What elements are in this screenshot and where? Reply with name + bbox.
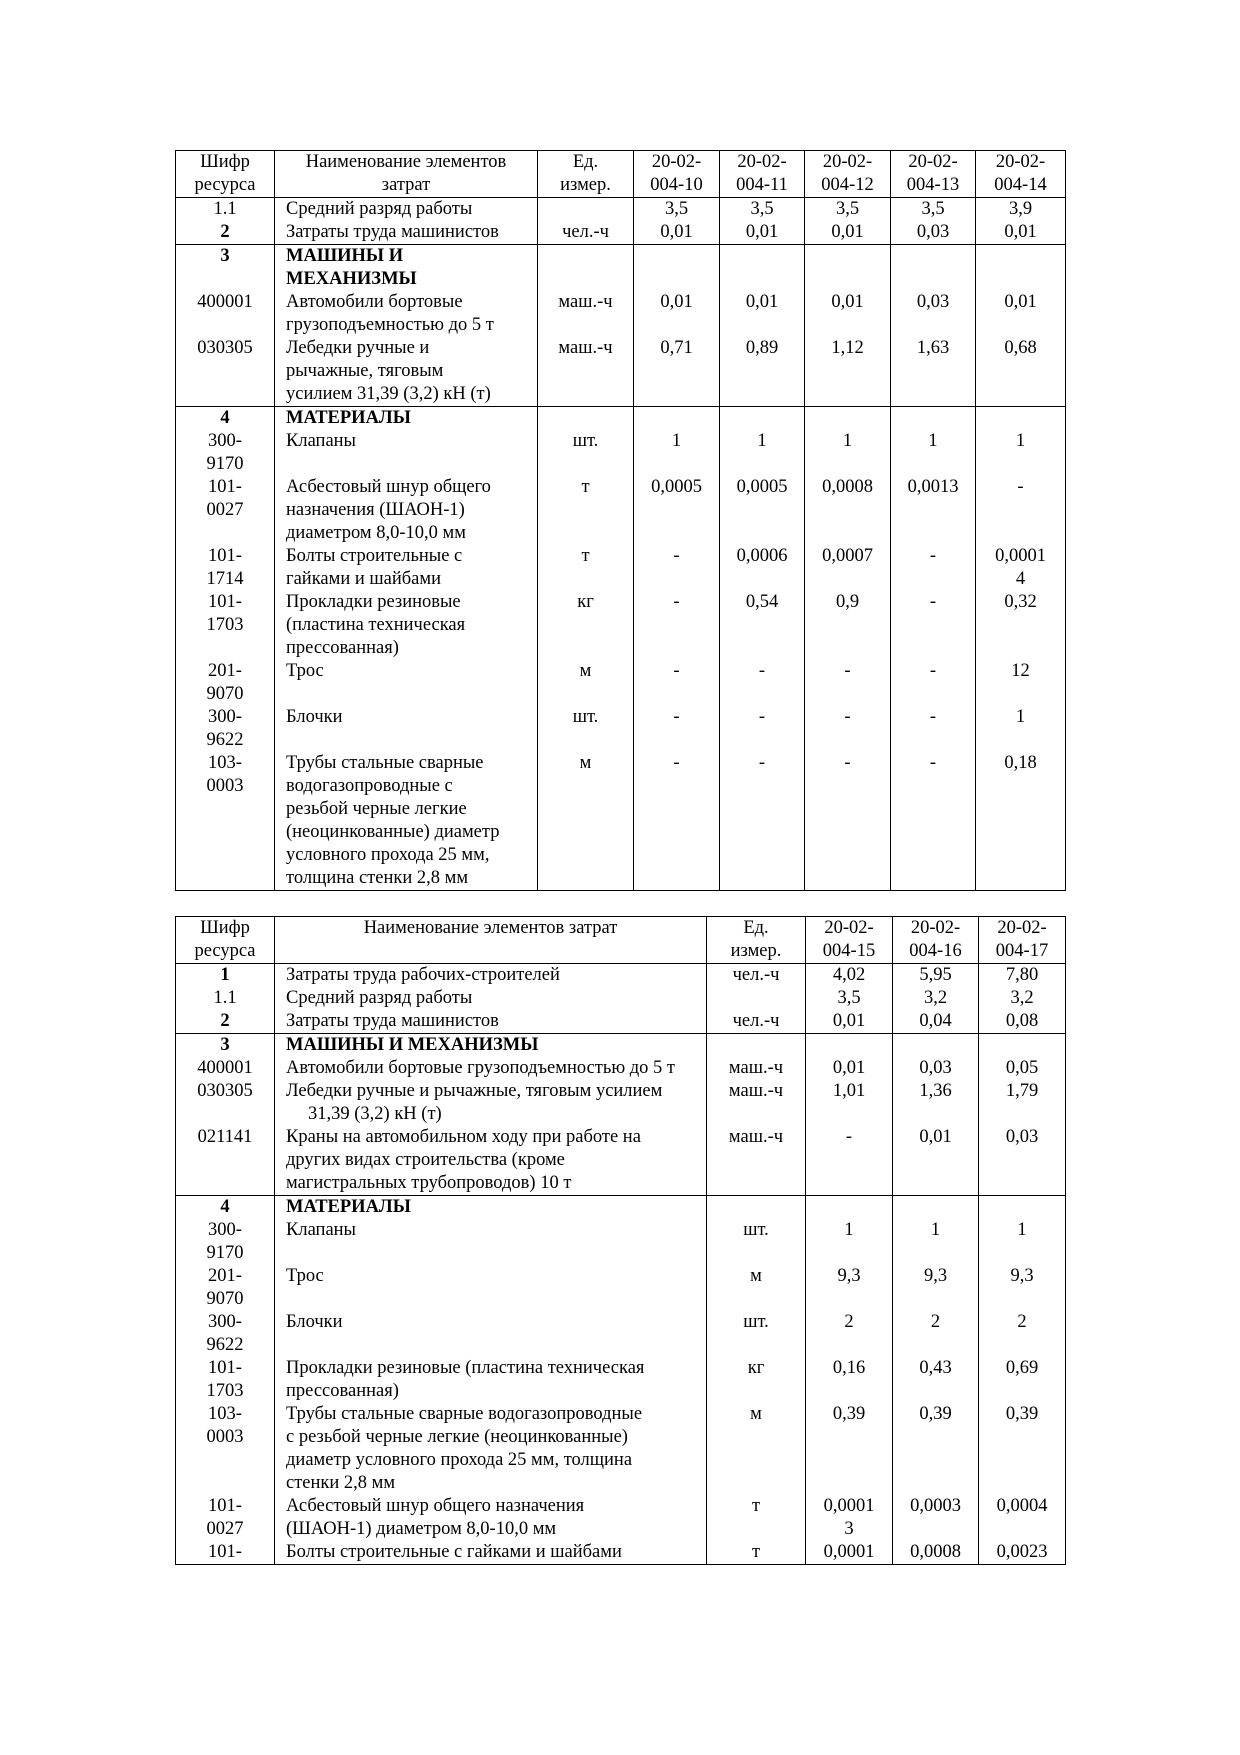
resource-code: 101- 1703	[176, 591, 275, 660]
norm-value: 3,5	[806, 987, 893, 1010]
norm-value: 0,01	[976, 291, 1066, 337]
section-code: 3	[176, 1034, 275, 1058]
norm-value: 1,63	[891, 337, 976, 407]
resource-name: Клапаны	[275, 1219, 707, 1265]
resource-name: Автомобили бортовые грузоподъемностью до 5 т	[275, 1057, 707, 1080]
resource-name: Трубы стальные сварные водогазопроводные с резьбой черные легкие (неоцинкованные) диаметр условного прохода 25 мм, толщина стенки 2,8 мм	[275, 752, 538, 891]
resource-code: 400001	[176, 1057, 275, 1080]
table-row	[176, 198, 1066, 222]
table-row	[176, 1495, 1066, 1541]
norm-value	[893, 1196, 979, 1220]
resource-unit	[538, 407, 634, 431]
norm-value: 0,0001 3	[806, 1495, 893, 1541]
norm-value	[976, 407, 1066, 431]
header-norm: 20-02- 004-15	[806, 917, 893, 964]
table-row	[176, 706, 1066, 752]
section-title: МАТЕРИАЛЫ	[275, 1196, 707, 1220]
norm-value: 3,2	[893, 987, 979, 1010]
norm-value: 9,3	[979, 1265, 1066, 1311]
resource-name: Болты строительные с гайками и шайбами	[275, 545, 538, 591]
section-row	[176, 245, 1066, 292]
table-header	[176, 917, 1066, 964]
header-norm: 20-02- 004-13	[891, 151, 976, 198]
header-name: Наименование элементов затрат	[275, 917, 707, 964]
resource-unit: шт.	[707, 1219, 806, 1265]
norm-value: 0,04	[893, 1010, 979, 1034]
table-row	[176, 591, 1066, 660]
table-header	[176, 151, 1066, 198]
norm-value: -	[634, 660, 720, 706]
resource-unit: шт.	[707, 1311, 806, 1357]
header-code: Шифр ресурса	[176, 151, 275, 198]
resource-unit: маш.-ч	[538, 291, 634, 337]
resource-unit: маш.-ч	[707, 1126, 806, 1196]
norm-value: 4,02	[806, 964, 893, 988]
section-code: 3	[176, 245, 275, 292]
norm-value: 0,9	[805, 591, 891, 660]
norm-value: 0,32	[976, 591, 1066, 660]
table-row	[176, 1357, 1066, 1403]
norm-value: 9,3	[806, 1265, 893, 1311]
section-code: 4	[176, 407, 275, 431]
header-code: Шифр ресурса	[176, 917, 275, 964]
norm-value: 3,2	[979, 987, 1066, 1010]
table-row	[176, 1219, 1066, 1265]
norm-value: 0,01	[720, 291, 805, 337]
norm-value: -	[634, 545, 720, 591]
norm-value: 1	[805, 430, 891, 476]
table-row	[176, 291, 1066, 337]
section-row	[176, 1196, 1066, 1220]
table-row	[176, 221, 1066, 245]
resource-unit: т	[538, 545, 634, 591]
table-row	[176, 1057, 1066, 1080]
norm-value: 0,08	[979, 1010, 1066, 1034]
norm-value: 1,79	[979, 1080, 1066, 1126]
resource-name: Трос	[275, 660, 538, 706]
norm-value: 1	[634, 430, 720, 476]
resource-name: Прокладки резиновые (пластина техническая прессованная)	[275, 591, 538, 660]
norm-value: 1	[893, 1219, 979, 1265]
norm-value: 0,03	[979, 1126, 1066, 1196]
resource-unit: чел.-ч	[707, 964, 806, 988]
resource-name: Краны на автомобильном ходу при работе на других видах строительства (кроме магистральных трубопроводов) 10 т	[275, 1126, 707, 1196]
resource-unit: маш.-ч	[707, 1080, 806, 1126]
norm-value: 0,43	[893, 1357, 979, 1403]
norm-value: 0,01	[720, 221, 805, 245]
norm-value: 0,54	[720, 591, 805, 660]
resource-unit: чел.-ч	[707, 1010, 806, 1034]
resource-code: 103- 0003	[176, 752, 275, 891]
norm-value: 7,80	[979, 964, 1066, 988]
norm-value: 1	[976, 430, 1066, 476]
resource-name: Клапаны	[275, 430, 538, 476]
header-norm: 20-02- 004-12	[805, 151, 891, 198]
resource-table-1	[175, 150, 1066, 891]
resource-name: Блочки	[275, 706, 538, 752]
norm-value: 1	[806, 1219, 893, 1265]
norm-value: 3,5	[634, 198, 720, 222]
table-row	[176, 752, 1066, 891]
resource-code: 300- 9622	[176, 1311, 275, 1357]
norm-value: 0,03	[893, 1057, 979, 1080]
norm-value: 2	[806, 1311, 893, 1357]
header-unit: Ед. измер.	[538, 151, 634, 198]
norm-value: -	[720, 706, 805, 752]
norm-value: 0,0005	[634, 476, 720, 545]
norm-value: 3,5	[720, 198, 805, 222]
norm-value: 0,03	[891, 291, 976, 337]
resource-code: 1.1	[176, 198, 275, 222]
table-row	[176, 476, 1066, 545]
norm-value: 1,12	[805, 337, 891, 407]
resource-unit	[538, 245, 634, 292]
resource-code: 021141	[176, 1126, 275, 1196]
norm-value: -	[634, 752, 720, 891]
resource-name: Трубы стальные сварные водогазопроводные с резьбой черные легкие (неоцинкованные) диаметр условного прохода 25 мм, толщина стенки 2,8 мм	[275, 1403, 707, 1495]
norm-value: 0,01	[634, 221, 720, 245]
section-title: МАТЕРИАЛЫ	[275, 407, 538, 431]
resource-code: 1.1	[176, 987, 275, 1010]
norm-value: 0,39	[979, 1403, 1066, 1495]
section-row	[176, 1034, 1066, 1058]
norm-value	[720, 245, 805, 292]
resource-unit: м	[707, 1403, 806, 1495]
resource-name: Затраты труда рабочих-строителей	[275, 964, 707, 988]
norm-value: 0,0004	[979, 1495, 1066, 1541]
resource-name: Средний разряд работы	[275, 198, 538, 222]
norm-value: 12	[976, 660, 1066, 706]
table-row	[176, 660, 1066, 706]
norm-value	[720, 407, 805, 431]
table-row	[176, 1010, 1066, 1034]
section-title-line: МЕХАНИЗМЫ	[286, 269, 417, 289]
norm-value: 0,01	[806, 1010, 893, 1034]
norm-value: 1	[979, 1219, 1066, 1265]
norm-value: -	[891, 706, 976, 752]
norm-value	[891, 407, 976, 431]
table-row	[176, 964, 1066, 988]
norm-value	[891, 245, 976, 292]
resource-unit: шт.	[538, 430, 634, 476]
norm-value: 0,16	[806, 1357, 893, 1403]
norm-value: 0,0008	[893, 1541, 979, 1565]
resource-unit	[538, 198, 634, 222]
resource-code: 101- 0027	[176, 1495, 275, 1541]
norm-value	[979, 1196, 1066, 1220]
norm-value	[806, 1196, 893, 1220]
resource-unit: т	[707, 1541, 806, 1565]
norm-value: 1	[976, 706, 1066, 752]
norm-value	[976, 245, 1066, 292]
table-row	[176, 1541, 1066, 1565]
section-title: МАШИНЫ И МЕХАНИЗМЫ	[275, 1034, 707, 1058]
resource-name: Болты строительные с гайками и шайбами	[275, 1541, 707, 1565]
norm-value: -	[805, 706, 891, 752]
resource-unit: маш.-ч	[538, 337, 634, 407]
norm-value: 0,39	[806, 1403, 893, 1495]
norm-value: 0,01	[634, 291, 720, 337]
norm-value: 0,01	[805, 291, 891, 337]
norm-value: -	[891, 545, 976, 591]
norm-value: 0,89	[720, 337, 805, 407]
resource-code: 101- 1703	[176, 1357, 275, 1403]
norm-value: 0,01	[976, 221, 1066, 245]
norm-value: 0,0003	[893, 1495, 979, 1541]
resource-code: 201- 9070	[176, 1265, 275, 1311]
norm-value: 0,03	[891, 221, 976, 245]
norm-value: -	[720, 660, 805, 706]
norm-value: 0,0001	[806, 1541, 893, 1565]
norm-value: 1	[720, 430, 805, 476]
norm-value: -	[634, 706, 720, 752]
resource-table-2	[175, 916, 1066, 1565]
resource-name: Лебедки ручные и рычажные, тяговым усилием 31,39 (3,2) кН (т)	[275, 337, 538, 407]
resource-unit: кг	[707, 1357, 806, 1403]
norm-value: 0,0007	[805, 545, 891, 591]
norm-value: 3,5	[891, 198, 976, 222]
resource-code: 300- 9622	[176, 706, 275, 752]
resource-code: 2	[176, 1010, 275, 1034]
resource-code: 030305	[176, 1080, 275, 1126]
norm-value	[893, 1034, 979, 1058]
table-row	[176, 987, 1066, 1010]
section-title-line: МАШИНЫ И	[286, 246, 404, 266]
table-row	[176, 1265, 1066, 1311]
norm-value: 0,0006	[720, 545, 805, 591]
table-row	[176, 1311, 1066, 1357]
norm-value	[805, 245, 891, 292]
norm-value: 1,01	[806, 1080, 893, 1126]
resource-name: Прокладки резиновые (пластина техническая прессованная)	[275, 1357, 707, 1403]
header-name: Наименование элементов затрат	[275, 151, 538, 198]
resource-name: Средний разряд работы	[275, 987, 707, 1010]
norm-value: 0,39	[893, 1403, 979, 1495]
resource-code: 101- 0027	[176, 476, 275, 545]
table-row	[176, 337, 1066, 407]
norm-value: 0,0001 4	[976, 545, 1066, 591]
norm-value	[634, 245, 720, 292]
norm-value: 0,0013	[891, 476, 976, 545]
norm-value: -	[806, 1126, 893, 1196]
table-row	[176, 1403, 1066, 1495]
norm-value: -	[634, 591, 720, 660]
resource-code: 030305	[176, 337, 275, 407]
header-norm: 20-02- 004-11	[720, 151, 805, 198]
resource-unit	[707, 987, 806, 1010]
table-row	[176, 430, 1066, 476]
norm-value: -	[891, 591, 976, 660]
norm-value: 0,68	[976, 337, 1066, 407]
norm-value: 0,71	[634, 337, 720, 407]
resource-name: Асбестовый шнур общего назначения (ШАОН-1) диаметром 8,0-10,0 мм	[275, 476, 538, 545]
resource-code: 300- 9170	[176, 430, 275, 476]
resource-unit: шт.	[538, 706, 634, 752]
norm-value: -	[891, 660, 976, 706]
norm-value: 2	[893, 1311, 979, 1357]
norm-value: 0,18	[976, 752, 1066, 891]
resource-name: Лебедки ручные и рычажные, тяговым усилием 31,39 (3,2) кН (т)	[275, 1080, 707, 1126]
norm-value: 5,95	[893, 964, 979, 988]
resource-code: 2	[176, 221, 275, 245]
norm-value: -	[976, 476, 1066, 545]
resource-unit: маш.-ч	[707, 1057, 806, 1080]
header-norm: 20-02- 004-17	[979, 917, 1066, 964]
resource-code: 400001	[176, 291, 275, 337]
norm-value: 0,05	[979, 1057, 1066, 1080]
norm-value: -	[891, 752, 976, 891]
table-row	[176, 545, 1066, 591]
norm-value	[805, 407, 891, 431]
norm-value: 0,0005	[720, 476, 805, 545]
resource-unit: кг	[538, 591, 634, 660]
resource-unit	[707, 1034, 806, 1058]
section-title	[275, 245, 538, 292]
norm-value: 3,9	[976, 198, 1066, 222]
section-code: 4	[176, 1196, 275, 1220]
table-row	[176, 1080, 1066, 1126]
header-norm: 20-02- 004-16	[893, 917, 979, 964]
resource-code: 201- 9070	[176, 660, 275, 706]
norm-value: 2	[979, 1311, 1066, 1357]
norm-value: -	[805, 660, 891, 706]
resource-unit: м	[707, 1265, 806, 1311]
norm-value	[979, 1034, 1066, 1058]
resource-code: 101-	[176, 1541, 275, 1565]
norm-value: 1,36	[893, 1080, 979, 1126]
table-row	[176, 1126, 1066, 1196]
norm-value: 0,01	[893, 1126, 979, 1196]
norm-value: 0,0008	[805, 476, 891, 545]
norm-value	[634, 407, 720, 431]
norm-value: -	[720, 752, 805, 891]
norm-value: 0,69	[979, 1357, 1066, 1403]
norm-value: 0,01	[806, 1057, 893, 1080]
header-unit: Ед. измер.	[707, 917, 806, 964]
section-row	[176, 407, 1066, 431]
norm-value: 0,0023	[979, 1541, 1066, 1565]
resource-unit: т	[538, 476, 634, 545]
header-norm: 20-02- 004-10	[634, 151, 720, 198]
norm-value: 9,3	[893, 1265, 979, 1311]
resource-unit: м	[538, 752, 634, 891]
resource-unit: т	[707, 1495, 806, 1541]
norm-value: 1	[891, 430, 976, 476]
norm-value: 0,01	[805, 221, 891, 245]
resource-name: Автомобили бортовые грузоподъемностью до 5 т	[275, 291, 538, 337]
resource-code: 300- 9170	[176, 1219, 275, 1265]
norm-value: 3,5	[805, 198, 891, 222]
header-norm: 20-02- 004-14	[976, 151, 1066, 198]
resource-code: 1	[176, 964, 275, 988]
resource-code: 103- 0003	[176, 1403, 275, 1495]
resource-name: Асбестовый шнур общего назначения (ШАОН-1) диаметром 8,0-10,0 мм	[275, 1495, 707, 1541]
resource-name: Трос	[275, 1265, 707, 1311]
norm-value	[806, 1034, 893, 1058]
resource-name: Затраты труда машинистов	[275, 221, 538, 245]
resource-unit: м	[538, 660, 634, 706]
resource-name: Блочки	[275, 1311, 707, 1357]
resource-unit	[707, 1196, 806, 1220]
resource-unit: чел.-ч	[538, 221, 634, 245]
norm-value: -	[805, 752, 891, 891]
resource-code: 101- 1714	[176, 545, 275, 591]
resource-name: Затраты труда машинистов	[275, 1010, 707, 1034]
